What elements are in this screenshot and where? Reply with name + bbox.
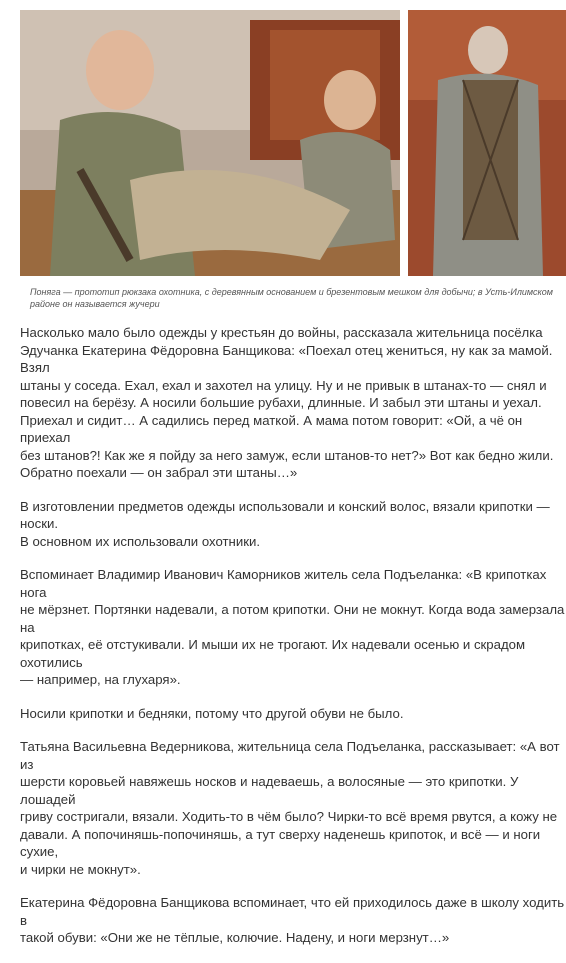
photo-caption: Поняга — прототип рюкзака охотника, с деревянным основанием и брезентовым мешком для добычи; в Усть-Илимском районе он называется жучери [30, 287, 553, 309]
photo-gallery [20, 10, 566, 278]
paragraph: Насколько мало было одежды у крестьян до войны, рассказала жительница посёлка Эдучанка Екатерина Фёдоровна Банщикова: «Поехал отец жениться, ну как за мамой. Взял штаны у соседа. Ехал, ехал и захотел на улицу. Ну и не привык в штанах-то — снял и повесил на берёзу. А носили большие рубахи, длинные. И забыл эти штаны и уехал. Приехал и сидит… А садились перед маткой. А мама потом говорит: «Ой, а чё он приехал без штанов?! Как же я пойду за него замуж, если штанов-то нет?» Вот как бедно жили. Обратно поехали — он забрал эти штаны…» [20, 325, 554, 480]
paragraph: Татьяна Васильевна Ведерникова, жительница села Подъеланка, рассказывает: «А вот из шерсти коровьей навяжешь носков и надеваешь, а волосяные — это крипотки. У лошадей гриву состригали, вязали. Ходить-то в чём было? Чирки-то всё время рвутся, а кожу не давали. А попочиняшь-попочиняшь, а тут сверху наденешь крипоток, и всё — и ноги сухие, и чирки не мокнут». [20, 739, 560, 877]
photo-man-woman-backpack [20, 10, 400, 276]
article-body [20, 324, 566, 963]
paragraph: Екатерина Фёдоровна Банщикова вспоминает, что ей приходилось даже в школу ходить в такой обуви: «Они же не тёплые, колючие. Надену, и ноги мерзнут…» [20, 895, 565, 945]
paragraph: Вспоминает Владимир Иванович Каморников житель села Подъеланка: «В крипотках нога не мёрзнет. Портянки надевали, а потом крипотки. Они не мокнут. Когда вода замерзала на крипотках, её отстукивали. И мыши их не трогают. Их надевали осенью и скрадом охотились — например, на глухаря». [20, 567, 565, 687]
paragraph: Носили крипотки и бедняки, потому что другой обуви не было. [20, 705, 404, 721]
photo-man-back-with-backpack [408, 10, 566, 276]
paragraph: В изготовлении предметов одежды использовали и конский волос, вязали крипотки — носки. В основном их использовали охотники. [20, 498, 550, 549]
